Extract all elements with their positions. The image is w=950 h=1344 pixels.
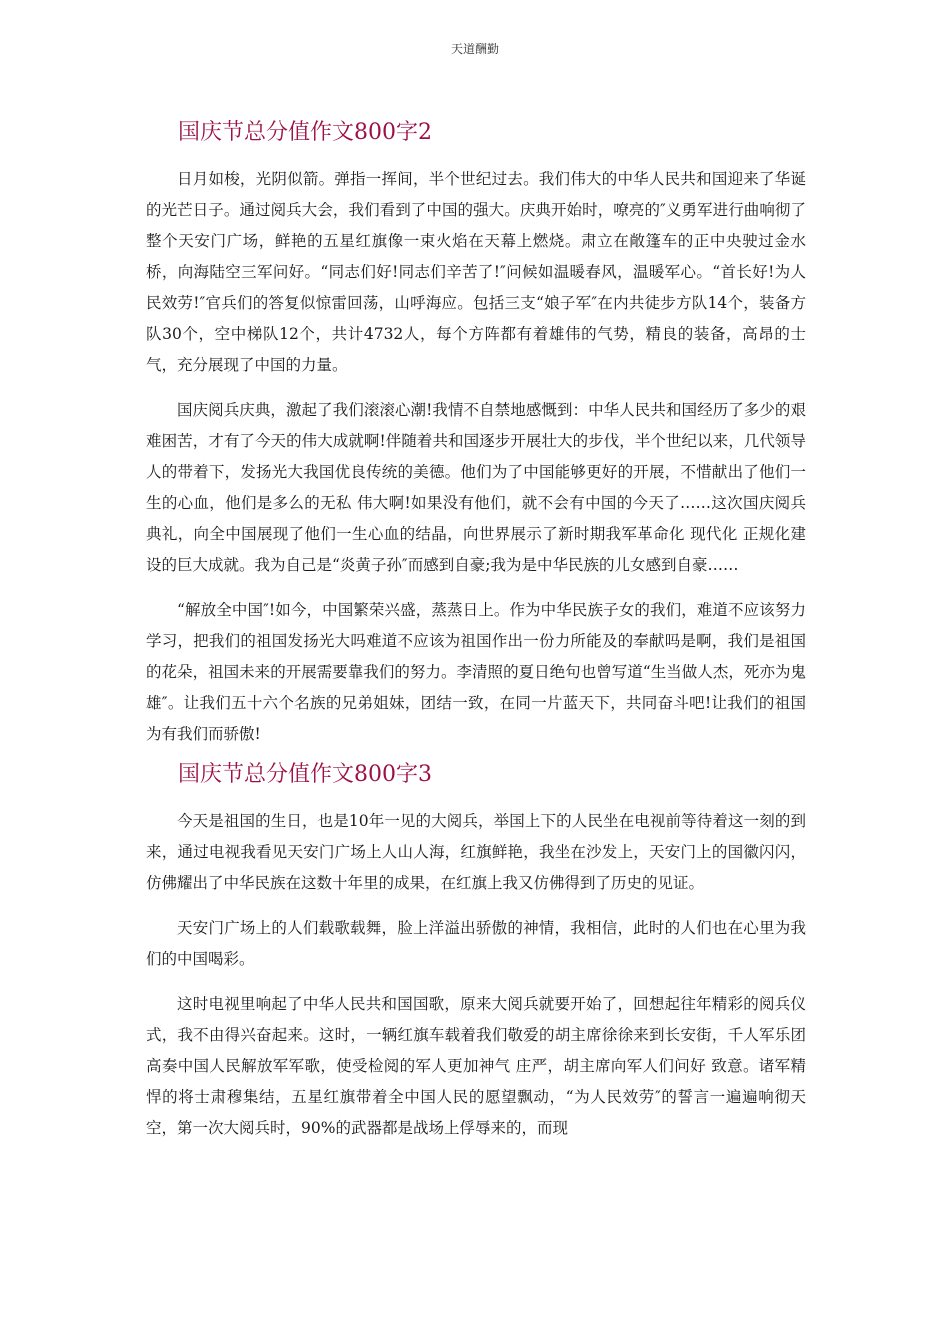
paragraph: 这时电视里响起了中华人民共和国国歌，原来大阅兵就要开始了，回想起往年精彩的阅兵仪式，我不由得兴奋起来。这时，一辆红旗车载着我们敬爱的胡主席徐徐来到长安街，千人军乐团高奏中国人民解放军军歌，使受检阅的军人更加神气 庄严，胡主席向军人们问好 致意。诸军精悍的将士肃穆集结，五星红旗带着全中国人民的愿望飘动，“为人民效劳″的誓言一遍遍响彻天空，第一次大阅兵时，90%的武器都是战场上俘辱来的，而现 bbox=[146, 995, 806, 1137]
paragraph: 日月如梭，光阴似箭。弹指一挥间，半个世纪过去。我们伟大的中华人民共和国迎来了华诞的光芒日子。通过阅兵大会，我们看到了中国的强大。庆典开始时，嘹亮的″义勇军进行曲响彻了整个天安门广场，鲜艳的五星红旗像一束火焰在天幕上燃烧。肃立在敞篷车的正中央驶过金水桥，向海陆空三军问好。“同志们好!同志们辛苦了!″问候如温暖春风，温暖军心。“首长好!为人民效劳!″官兵们的答复似惊雷回荡，山呼海应。包括三支“娘子军″在内共徒步方队14个，装备方队30个，空中梯队12个，共计4732人，每个方阵都有着雄伟的气势，精良的装备，高昂的士气，充分展现了中国的力量。 bbox=[146, 170, 806, 374]
paragraph: 国庆阅兵庆典，激起了我们滚滚心潮!我情不自禁地感慨到：中华人民共和国经历了多少的艰难困苦，才有了今天的伟大成就啊!伴随着共和国逐步开展壮大的步伐，半个世纪以来，几代领导人的带着下，发扬光大我国优良传统的美德。他们为了中国能够更好的开展，不惜献出了他们一生的心血，他们是多么的无私 伟大啊!如果没有他们，就不会有中国的今天了……这次国庆阅兵典礼，向全中国展现了他们一生心血的结晶，向世界展示了新时期我军革命化 现代化 正规化建设的巨大成就。我为自己是“炎黄子孙″而感到自豪;我为是中华民族的儿女感到自豪…… bbox=[146, 401, 806, 574]
section-title: 国庆节总分值作文800字2 bbox=[178, 120, 432, 145]
paragraph: 今天是祖国的生日，也是10年一见的大阅兵，举国上下的人民坐在电视前等待着这一刻的到来，通过电视我看见天安门广场上人山人海，红旗鲜艳，我坐在沙发上，天安门上的国徽闪闪，仿佛耀出了中华民族在这数十年里的成果，在红旗上我又仿佛得到了历史的见证。 bbox=[146, 812, 806, 892]
paragraph: “解放全中国″!如今，中国繁荣兴盛，蒸蒸日上。作为中华民族子女的我们，难道不应该努力学习，把我们的祖国发扬光大吗难道不应该为祖国作出一份力所能及的奉献吗是啊，我们是祖国的花朵，祖国未来的开展需要靠我们的努力。李清照的夏日绝句也曾写道“生当做人杰，死亦为鬼雄″。让我们五十六个名族的兄弟姐妹，团结一致，在同一片蓝天下，共同奋斗吧!让我们的祖国为有我们而骄傲! bbox=[146, 601, 806, 743]
page-header: 天道酬勤 bbox=[450, 42, 499, 56]
document-body bbox=[146, 110, 806, 1144]
paragraph: 天安门广场上的人们载歌载舞，脸上洋溢出骄傲的神情，我相信，此时的人们也在心里为我们的中国喝彩。 bbox=[146, 919, 806, 968]
section-title: 国庆节总分值作文800字3 bbox=[178, 762, 432, 787]
